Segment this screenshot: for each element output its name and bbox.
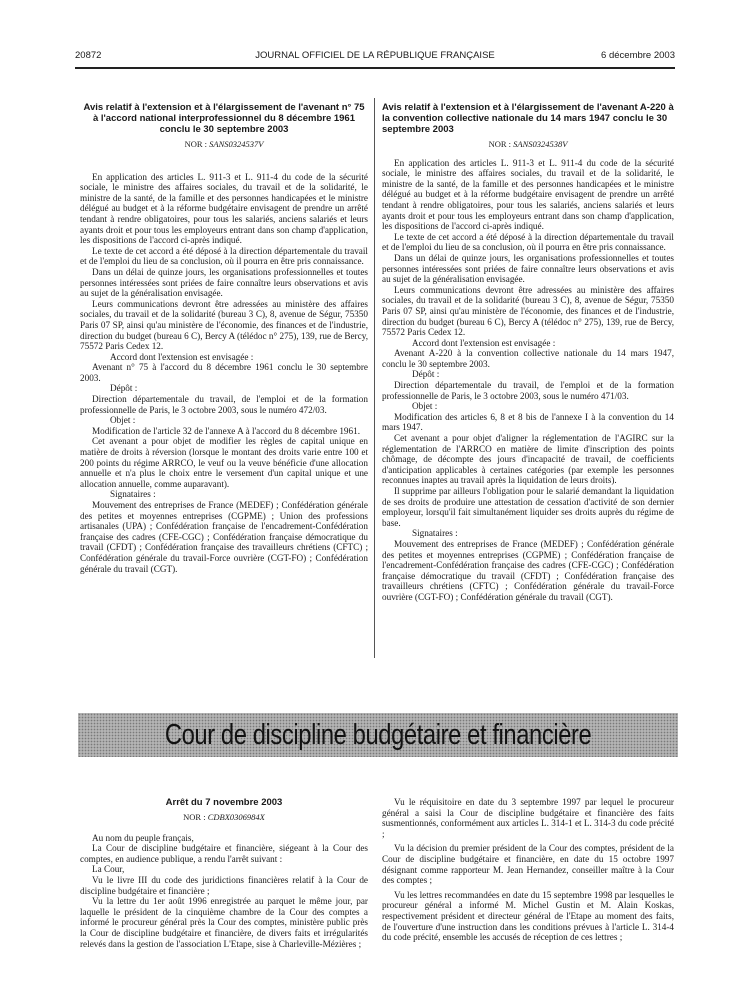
paragraph: Leurs communications devront être adressées au ministère des affaires sociales, du travail et de la solidarité (bureau 3 C), 8, avenue de Ségur, 75350 Paris 07 SP, ainsi qu'au ministère de l'économie, des finances et de l'industrie, direction du budget (bureau 6 C), Bercy A (télédoc n° 275), 139, rue de Bercy, 75572 Paris Cedex 12. (80, 298, 368, 352)
paragraph: Accord dont l'extension est envisagée : (110, 351, 254, 362)
right-article (382, 102, 674, 603)
nor-reference: NOR : CDBX0306984X (183, 812, 265, 822)
section-heading: Dépôt : (412, 369, 440, 380)
paragraph: La Cour, (92, 864, 125, 875)
journal-title: JOURNAL OFFICIEL DE LA RÉPUBLIQUE FRANÇAISE (255, 50, 495, 61)
page-header (75, 50, 675, 64)
section-heading: Objet : (110, 415, 136, 426)
nor-reference: NOR : SANS0324538V (488, 139, 568, 149)
section-heading: Signataires : (110, 489, 156, 500)
issue-date: 6 décembre 2003 (601, 50, 675, 61)
paragraph: Leurs communications devront être adressées au ministère des affaires sociales, du travail et de la solidarité (bureau 3 C), 8, avenue de Ségur, 75350 Paris 07 SP, ainsi qu'au ministère de l'économie, des finances et de l'industrie, direction du budget (bureau 6 C), Bercy A (télédoc n° 275), 139, rue de Bercy, 75572 Paris Cedex 12. (382, 284, 674, 338)
paragraph: En application des articles L. 911-3 et L. 911-4 du code de la sécurité sociale, le ministre des affaires sociales, du travail et de la solidarité, le ministre de la santé, de la famille et des personnes handicapées et le ministre délégué au budget et à la réforme budgétaire envisagent de prendre un arrêté tendant à rendre obligatoires, pour tous les salariés, anciens salariés et leurs ayants droit et pour tous les employeurs entrant dans son champ d'application, les dispositions de l'accord ci-après indiqué. (80, 171, 368, 246)
paragraph: Dans un délai de quinze jours, les organisations professionnelles et toutes personnes intéressées sont priées de faire connaître leurs observations et avis au sujet de la généralisation envisagée. (382, 252, 674, 285)
paragraph: Mouvement des entreprises de France (MEDEF) ; Confédération générale des petites et moyennes entreprises (CGPME) ; Union des professions artisanales (UPA) ; Confédération française de l'encadrement-Confédération française des cadres (CFE-CGC) ; Confédération française démocratique du travail (CFDT) ; Confédération française des travailleurs chrétiens (CFTC) ; Confédération générale du travail-Force ouvrière (CGT-FO) ; Confédération générale du travail (CGT). (80, 500, 368, 574)
section-heading: Dépôt : (110, 383, 138, 394)
paragraph: Le texte de cet accord a été déposé à la direction départementale du travail et de l'emploi du lieu de sa conclusion, où il pourra en être pris connaissance. (382, 231, 674, 253)
section-heading: Signataires : (412, 528, 458, 539)
paragraph: Cet avenant a pour objet de modifier les règles de capital unique en matière de droits à réversion (lorsque le montant des droits varie entre 100 et 200 points du régime ARRCO, le veuf ou la veuve bénéficie d'une allocation annuelle et n'a plus le choix entre le versement d'un capital unique et une allocation annuelle, comme auparavant). (80, 436, 368, 489)
paragraph: Accord dont l'extension est envisagée : (412, 337, 556, 348)
judgment-left-column (80, 797, 368, 949)
paragraph: Modification de l'article 32 de l'annexe A à l'accord du 8 décembre 1961. (92, 425, 360, 436)
judgment-right-column (382, 797, 674, 943)
nor-reference: NOR : SANS0324537V (184, 139, 264, 149)
paragraph: Vu le livre III du code des juridictions financières relatif à la Cour de discipline budgétaire et financière ; (80, 874, 368, 896)
paragraph: Avenant A-220 à la convention collective nationale du 14 mars 1947, conclu le 30 septembre 2003. (382, 348, 674, 369)
column-divider (374, 98, 375, 658)
page-number: 20872 (75, 50, 102, 61)
paragraph: Le texte de cet accord a été déposé à la direction départementale du travail et de l'emploi du lieu de sa conclusion, où il pourra en être pris connaissance. (80, 245, 368, 267)
paragraph: Cet avenant a pour objet d'aligner la réglementation de l'AGIRC sur la réglementation de l'ARRCO en matière de limite d'inscription des points chômage, de décompte des jours d'incapacité de travail, de coefficients d'anticipation applicables à certaines catégories (par exemple les personnes reconnues inaptes au travail après la liquidation de leurs droits). (382, 433, 674, 486)
judgment-title: Arrêt du 7 novembre 2003 (165, 797, 283, 808)
paragraph: Vu le réquisitoire en date du 3 septembre 1997 par lequel le procureur général a saisi la Cour de discipline budgétaire et financière des faits susmentionnés, conformément aux articles L. 314-1 et L. 314-3 du code précité ; (382, 797, 674, 839)
paragraph: Il supprime par ailleurs l'obligation pour le salarié demandant la liquidation de ses droits de produire une attestation de cessation d'activité de son dernier employeur, lorsqu'il fait simultanément liquider ses droits auprès du régime de base. (382, 486, 674, 528)
paragraph: Direction départementale du travail, de l'emploi et de la formation professionnelle de Paris, le 3 octobre 2003, sous le numéro 472/03. (80, 394, 368, 415)
paragraph: Direction départementale du travail, de l'emploi et de la formation professionnelle de Paris, le 3 octobre 2003, sous le numéro 471/03. (382, 380, 674, 401)
left-article (80, 102, 368, 574)
section-banner-title: Cour de discipline budgétaire et financière (164, 718, 592, 751)
paragraph: La Cour de discipline budgétaire et financière, siégeant à la Cour des comptes, en audience publique, a rendu l'arrêt suivant : (80, 843, 368, 864)
article-title: Avis relatif à l'extension et à l'élargissement de l'avenant A-220 à la convention collective nationale du 14 mars 1947 conclu le 30 septembre 2003 (382, 102, 674, 135)
section-banner (78, 713, 678, 757)
paragraph: Au nom du peuple français, (92, 832, 194, 843)
paragraph: Dans un délai de quinze jours, les organisations professionnelles et toutes personnes intéressées sont priées de faire connaître leurs observations et avis au sujet de la généralisation envisagée. (80, 266, 368, 299)
paragraph: Vu la lettre du 1er août 1996 enregistrée au parquet le même jour, par laquelle le président de la cinquième chambre de la Cour des comptes a informé le procureur général près la Cour des comptes, ministère public près la Cour de discipline budgétaire et financière, de divers faits et irrégularités relevés dans la gestion de l'association L'Etape, sise à Charleville-Mézières ; (80, 896, 368, 949)
section-heading: Objet : (412, 401, 438, 412)
paragraph: Vu la décision du premier président de la Cour des comptes, président de la Cour de discipline budgétaire et financière, en date du 15 octobre 1997 désignant comme rapporteur M. Jean Hernandez, conseiller maître à la Cour des comptes ; (382, 843, 674, 886)
paragraph: En application des articles L. 911-3 et L. 911-4 du code de la sécurité sociale, le ministre des affaires sociales, du travail et de la solidarité, le ministre de la santé, de la famille et des personnes handicapées et le ministre délégué au budget et à la réforme budgétaire envisagent de prendre un arrêté tendant à rendre obligatoires, pour tous les salariés, anciens salariés et leurs ayants droit et pour tous les employeurs entrant dans son champ d'application, les dispositions de l'accord ci-après indiqué. (382, 157, 674, 232)
paragraph: Avenant n° 75 à l'accord du 8 décembre 1961 conclu le 30 septembre 2003. (80, 362, 368, 383)
article-title: Avis relatif à l'extension et à l'élargissement de l'avenant n° 75 à l'accord national interprofessionnel du 8 décembre 1961 conclu le 30 septembre 2003 (83, 102, 365, 135)
paragraph: Mouvement des entreprises de France (MEDEF) ; Confédération générale des petites et moyennes entreprises (CGPME) ; Confédération française de l'encadrement-Confédération française des cadres (CFE-CGC) ; Confédération française démocratique du travail (CFDT) ; Confédération française des travailleurs chrétiens (CFTC) ; Confédération générale du travail-Force ouvrière (CGT-FO) ; Confédération générale du travail (CGT). (382, 538, 674, 602)
paragraph: Vu les lettres recommandées en date du 15 septembre 1998 par lesquelles le procureur général a informé M. Michel Gustin et M. Alain Koskas, respectivement président et directeur général de l'Etape au moment des faits, de l'ouverture d'une instruction dans les conditions prévues à l'article L. 314-4 du code précité, ensemble les accusés de réception de ces lettres ; (382, 889, 674, 943)
header-rule (75, 67, 675, 69)
paragraph: Modification des articles 6, 8 et 8 bis de l'annexe I à la convention du 14 mars 1947. (382, 411, 674, 433)
